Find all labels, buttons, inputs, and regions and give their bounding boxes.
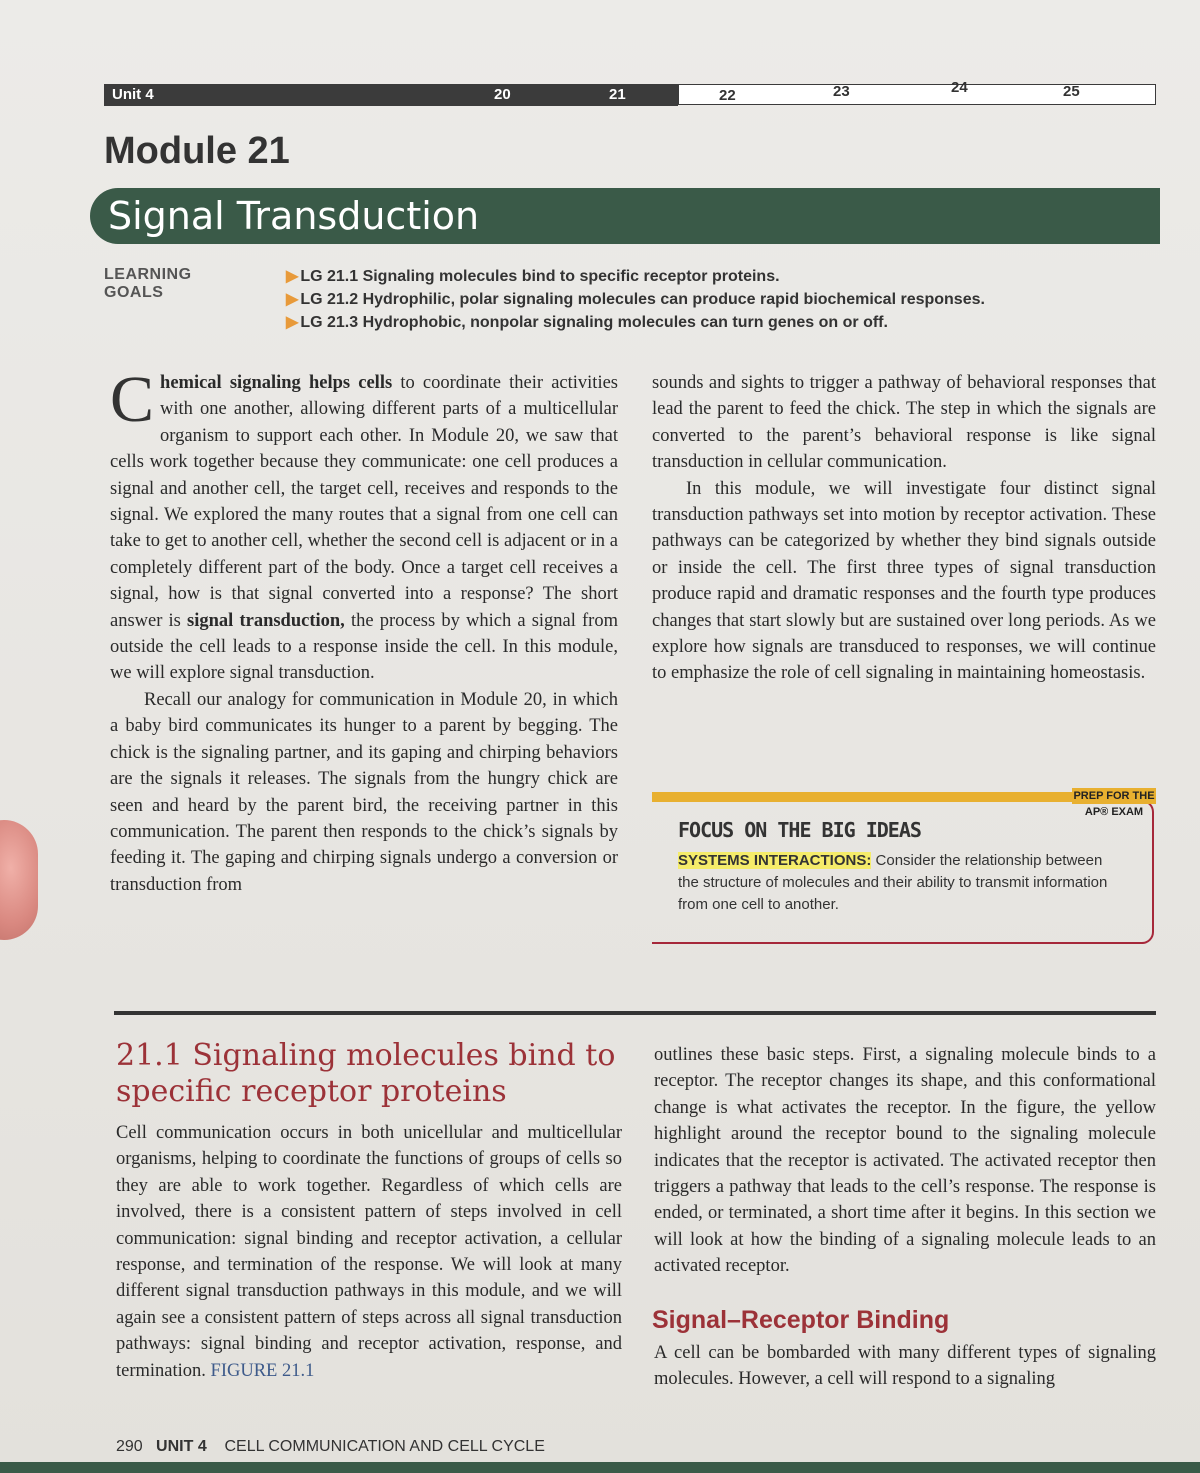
intro-paragraph-2: Recall our analogy for communication in Module 20, in which a baby bird communicates its hunger to a parent by begging. The chick is the signaling partner, and its gaping and chirping behaviors are the signals it releases. The signals from the hungry chick are seen and heard by the parent bird, the receiving partner in this communication. The parent then responds to the chick’s signals by feeding it. The gaping and chirping signals undergo a conversion or transduction from [110,689,618,895]
drop-cap: C [110,363,155,436]
module-number-21: 21 [609,86,626,103]
module-label: Module 21 [104,130,290,172]
learning-goal-1 [286,266,780,286]
figure-reference[interactable]: FIGURE 21.1 [210,1360,315,1381]
subsection-title: Signal–Receptor Binding [652,1306,950,1334]
unit-bar-light [678,79,1156,105]
section-paragraph-2: outlines these basic steps. First, a signaling molecule binds to a receptor. The receptor changes its shape, and this conformational change is what activates the receptor. In the figure, the yellow highlight around the receptor bound to the signaling molecule indicates that the receptor is activated. The activated receptor then triggers a pathway that leads to the cell’s response. The response is ended, or terminated, a short time after it begins. In this section we will look at how the binding of a signaling molecule leads to an activated receptor. [654,1045,1156,1277]
intro-right-column [652,370,1156,687]
section-rule [114,1011,1156,1015]
focus-highlight: SYSTEMS INTERACTIONS: [678,852,872,869]
intro-paragraph-4: In this module, we will investigate four distinct signal transduction pathways set into motion by receptor activation. These pathways can be categorized by whether they bind signals outside or inside the cell. The first three types of signal transduction produce rapid and dramatic responses and the fourth type produces changes that start slowly but are sustained over long periods. As we explore how signals are transduced to responses, we will continue to emphasize the role of cell signaling in maintaining homeostasis. [652,478,1156,684]
section-left-column [116,1120,622,1384]
pencil-graphic [652,792,1112,802]
section-paragraph-3: A cell can be bombarded with many different types of signaling molecules. However, a cell will respond to a signaling [654,1343,1156,1390]
section-title: 21.1 Signaling molecules bind to specific receptor proteins [116,1038,616,1109]
unit-progress-bar [104,79,1156,106]
learning-goal-3 [286,312,888,332]
thumb [0,820,38,940]
module-number-23: 23 [833,83,850,100]
section-right-column [654,1042,1156,1280]
learning-goal-text: LG 21.2 Hydrophilic, polar signaling molecules can produce rapid biochemical responses. [300,291,985,308]
key-term: signal transduction, [187,610,345,631]
module-number-24: 24 [951,79,968,96]
learning-goal-text: LG 21.1 Signaling molecules bind to specific receptor proteins. [300,268,780,285]
module-title: Signal Transduction [108,194,480,238]
unit-label: Unit 4 [112,86,154,103]
arrow-icon: ▶ [286,314,299,331]
arrow-icon: ▶ [286,268,299,285]
section-text: Cell communication occurs in both unicellular and multicellular organisms, helping to coordinate the functions of groups of cells so they are able to work together. Regardless of which cells are involved, there is a consistent pattern of steps involved in cell communication: signal binding and receptor activation, a cellular response, and termination of the response. We will look at many different signal transduction pathways in this module, and we will again see a consistent pattern of steps across all signal transduction pathways: signal binding and receptor activation, response, and termination. [116,1123,622,1381]
intro-left-column [110,363,618,898]
intro-text: to coordinate their activities with one another, allowing different parts of a multicellular organism to support each other. In Module 20, we saw that cells work together because they communicate: one cell produces a signal and another cell, the target cell, receives and responds to the signal. We explored the many routes that a signal from one cell can take to get to another cell, whether the second cell is adjacent or in a completely different part of the body. Once a target cell receives a signal, how is that signal converted into a response? The short answer is [110,373,618,631]
focus-text: Consider the relationship between the structure of molecules and their ability to transmit information from one cell to another. [678,852,1108,913]
section-paragraph-1 [116,1120,622,1384]
focus-body [678,850,1118,916]
page-number: 290 [116,1438,143,1455]
bottom-bar [0,1462,1200,1473]
focus-title: FOCUS ON THE BIG IDEAS [678,818,921,842]
intro-paragraph-1 [110,363,618,687]
footer-title: CELL COMMUNICATION AND CELL CYCLE [224,1438,545,1455]
module-number-22: 22 [719,87,736,104]
page-footer [116,1438,545,1456]
learning-goal-text: LG 21.3 Hydrophobic, nonpolar signaling molecules can turn genes on or off. [300,314,888,331]
footer-unit: UNIT 4 [156,1438,207,1455]
module-number-20: 20 [494,86,511,103]
learning-goals-heading: LEARNING GOALS [104,266,192,301]
arrow-icon: ▶ [286,291,299,308]
learning-goal-2 [286,289,985,309]
intro-text: the process by which a signal from outside the cell leads to a response inside the cell. In this module, we will explore signal transduction. [110,610,618,684]
intro-paragraph-3: sounds and sights to trigger a pathway of behavioral responses that lead the parent to feed the chick. The step in which the signals are converted to the parent’s behavioral response is like signal transduction in cellular communication. [652,373,1156,473]
intro-lead: hemical signaling helps cells [160,373,393,393]
unit-bar-dark [104,84,678,106]
focus-big-ideas-box [652,792,1156,942]
module-number-25: 25 [1063,83,1080,100]
subsection-column [654,1340,1156,1393]
ap-exam-tag: PREP FOR THE AP® EXAM [1073,790,1155,818]
